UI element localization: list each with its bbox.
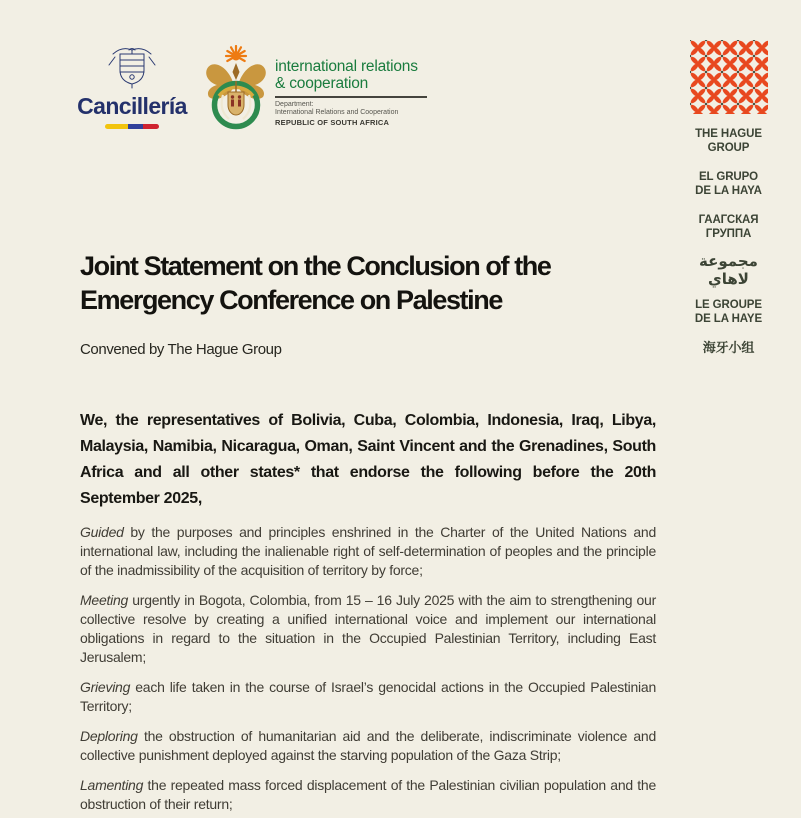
- hague-group-name-fr: LE GROUPE DE LA HAYE: [694, 299, 763, 325]
- paragraph-meeting: [80, 591, 656, 667]
- paragraph-text: by the purposes and principles enshrined in the Charter of the United Nations and international law, including the inalienable right of self-determination of peoples and the principle of the inadmissibility of the acquisition of territory by force;: [80, 524, 656, 578]
- dirco-logo: [204, 45, 427, 137]
- paragraph-lead: Deploring: [80, 728, 138, 744]
- paragraph-text: the repeated mass forced displacement of the Palestinian civilian population and the obstruction of their return;: [80, 777, 656, 812]
- page-title-line2: Emergency Conference on Palestine: [80, 285, 502, 315]
- hague-group-name-zh: 海牙小组: [702, 340, 755, 355]
- dirco-title-line2: & cooperation: [275, 74, 369, 92]
- hague-group-name-ar: مجموعة لاهاي: [699, 253, 758, 288]
- paragraph-grieving: [80, 678, 656, 716]
- hague-group-name-ru: ГААГСКАЯ ГРУППА: [698, 214, 759, 240]
- dirco-dept-line1: Department:: [275, 100, 314, 108]
- page-title: [80, 249, 551, 317]
- paragraph-lead: Grieving: [80, 679, 131, 695]
- hague-group-name-en: THE HAGUE GROUP: [695, 128, 762, 154]
- hague-group-names: [656, 128, 801, 356]
- paragraph-lead: Guided: [80, 524, 124, 540]
- dirco-text-block: [275, 45, 427, 127]
- flag-blue-segment: [128, 124, 144, 129]
- paragraph-text: each life taken in the course of Israel’s genocidal actions in the Occupied Palestinian Territory;: [80, 679, 656, 714]
- page-title-line1: Joint Statement on the Conclusion of the: [80, 251, 551, 281]
- statement-body: [80, 408, 656, 814]
- south-africa-coat-of-arms-icon: [204, 45, 268, 137]
- flag-yellow-segment: [105, 124, 128, 129]
- paragraph-lead: Lamenting: [80, 777, 144, 793]
- paragraph-text: the obstruction of humanitarian aid and the deliberate, indiscriminate violence and collective punishment deployed against the starving population of the Gaza Strip;: [80, 728, 656, 763]
- hague-group-pattern-icon: [690, 40, 768, 114]
- page-subtitle: Convened by The Hague Group: [80, 341, 282, 358]
- paragraph-text: urgently in Bogota, Colombia, from 15 – 16 July 2025 with the aim to strengthening our collective resolve by creating a unified international voice and implement our international obligations in regard to the situation in the Occupied Palestinian Territory, including East Jerusalem;: [80, 592, 656, 665]
- cancilleria-logo: [76, 45, 188, 129]
- intro-paragraph: We, the representatives of Bolivia, Cuba, Colombia, Indonesia, Iraq, Libya, Malaysia, Namibia, Nicaragua, Oman, Saint Vincent and the Grenadines, South Africa and all other states* that endorse the following before the 20th September 2025,: [80, 412, 656, 507]
- cancilleria-wordmark: Cancillería: [77, 93, 187, 119]
- dirco-republic-line: REPUBLIC OF SOUTH AFRICA: [275, 117, 390, 127]
- dirco-title-line1: international relations: [275, 58, 418, 75]
- paragraph-lead: Meeting: [80, 592, 129, 608]
- hague-group-sidebar: [656, 40, 801, 356]
- dirco-divider: [275, 96, 427, 98]
- hague-group-name-es: EL GRUPO DE LA HAYA: [695, 171, 762, 197]
- paragraph-lamenting: [80, 776, 656, 814]
- colombia-coat-of-arms-icon: [103, 45, 161, 91]
- flag-red-segment: [143, 124, 159, 129]
- paragraph-deploring: [80, 727, 656, 765]
- colombia-flag-bar: [105, 124, 159, 129]
- dirco-dept-line2: International Relations and Cooperation: [275, 109, 399, 116]
- paragraph-guided: [80, 523, 656, 580]
